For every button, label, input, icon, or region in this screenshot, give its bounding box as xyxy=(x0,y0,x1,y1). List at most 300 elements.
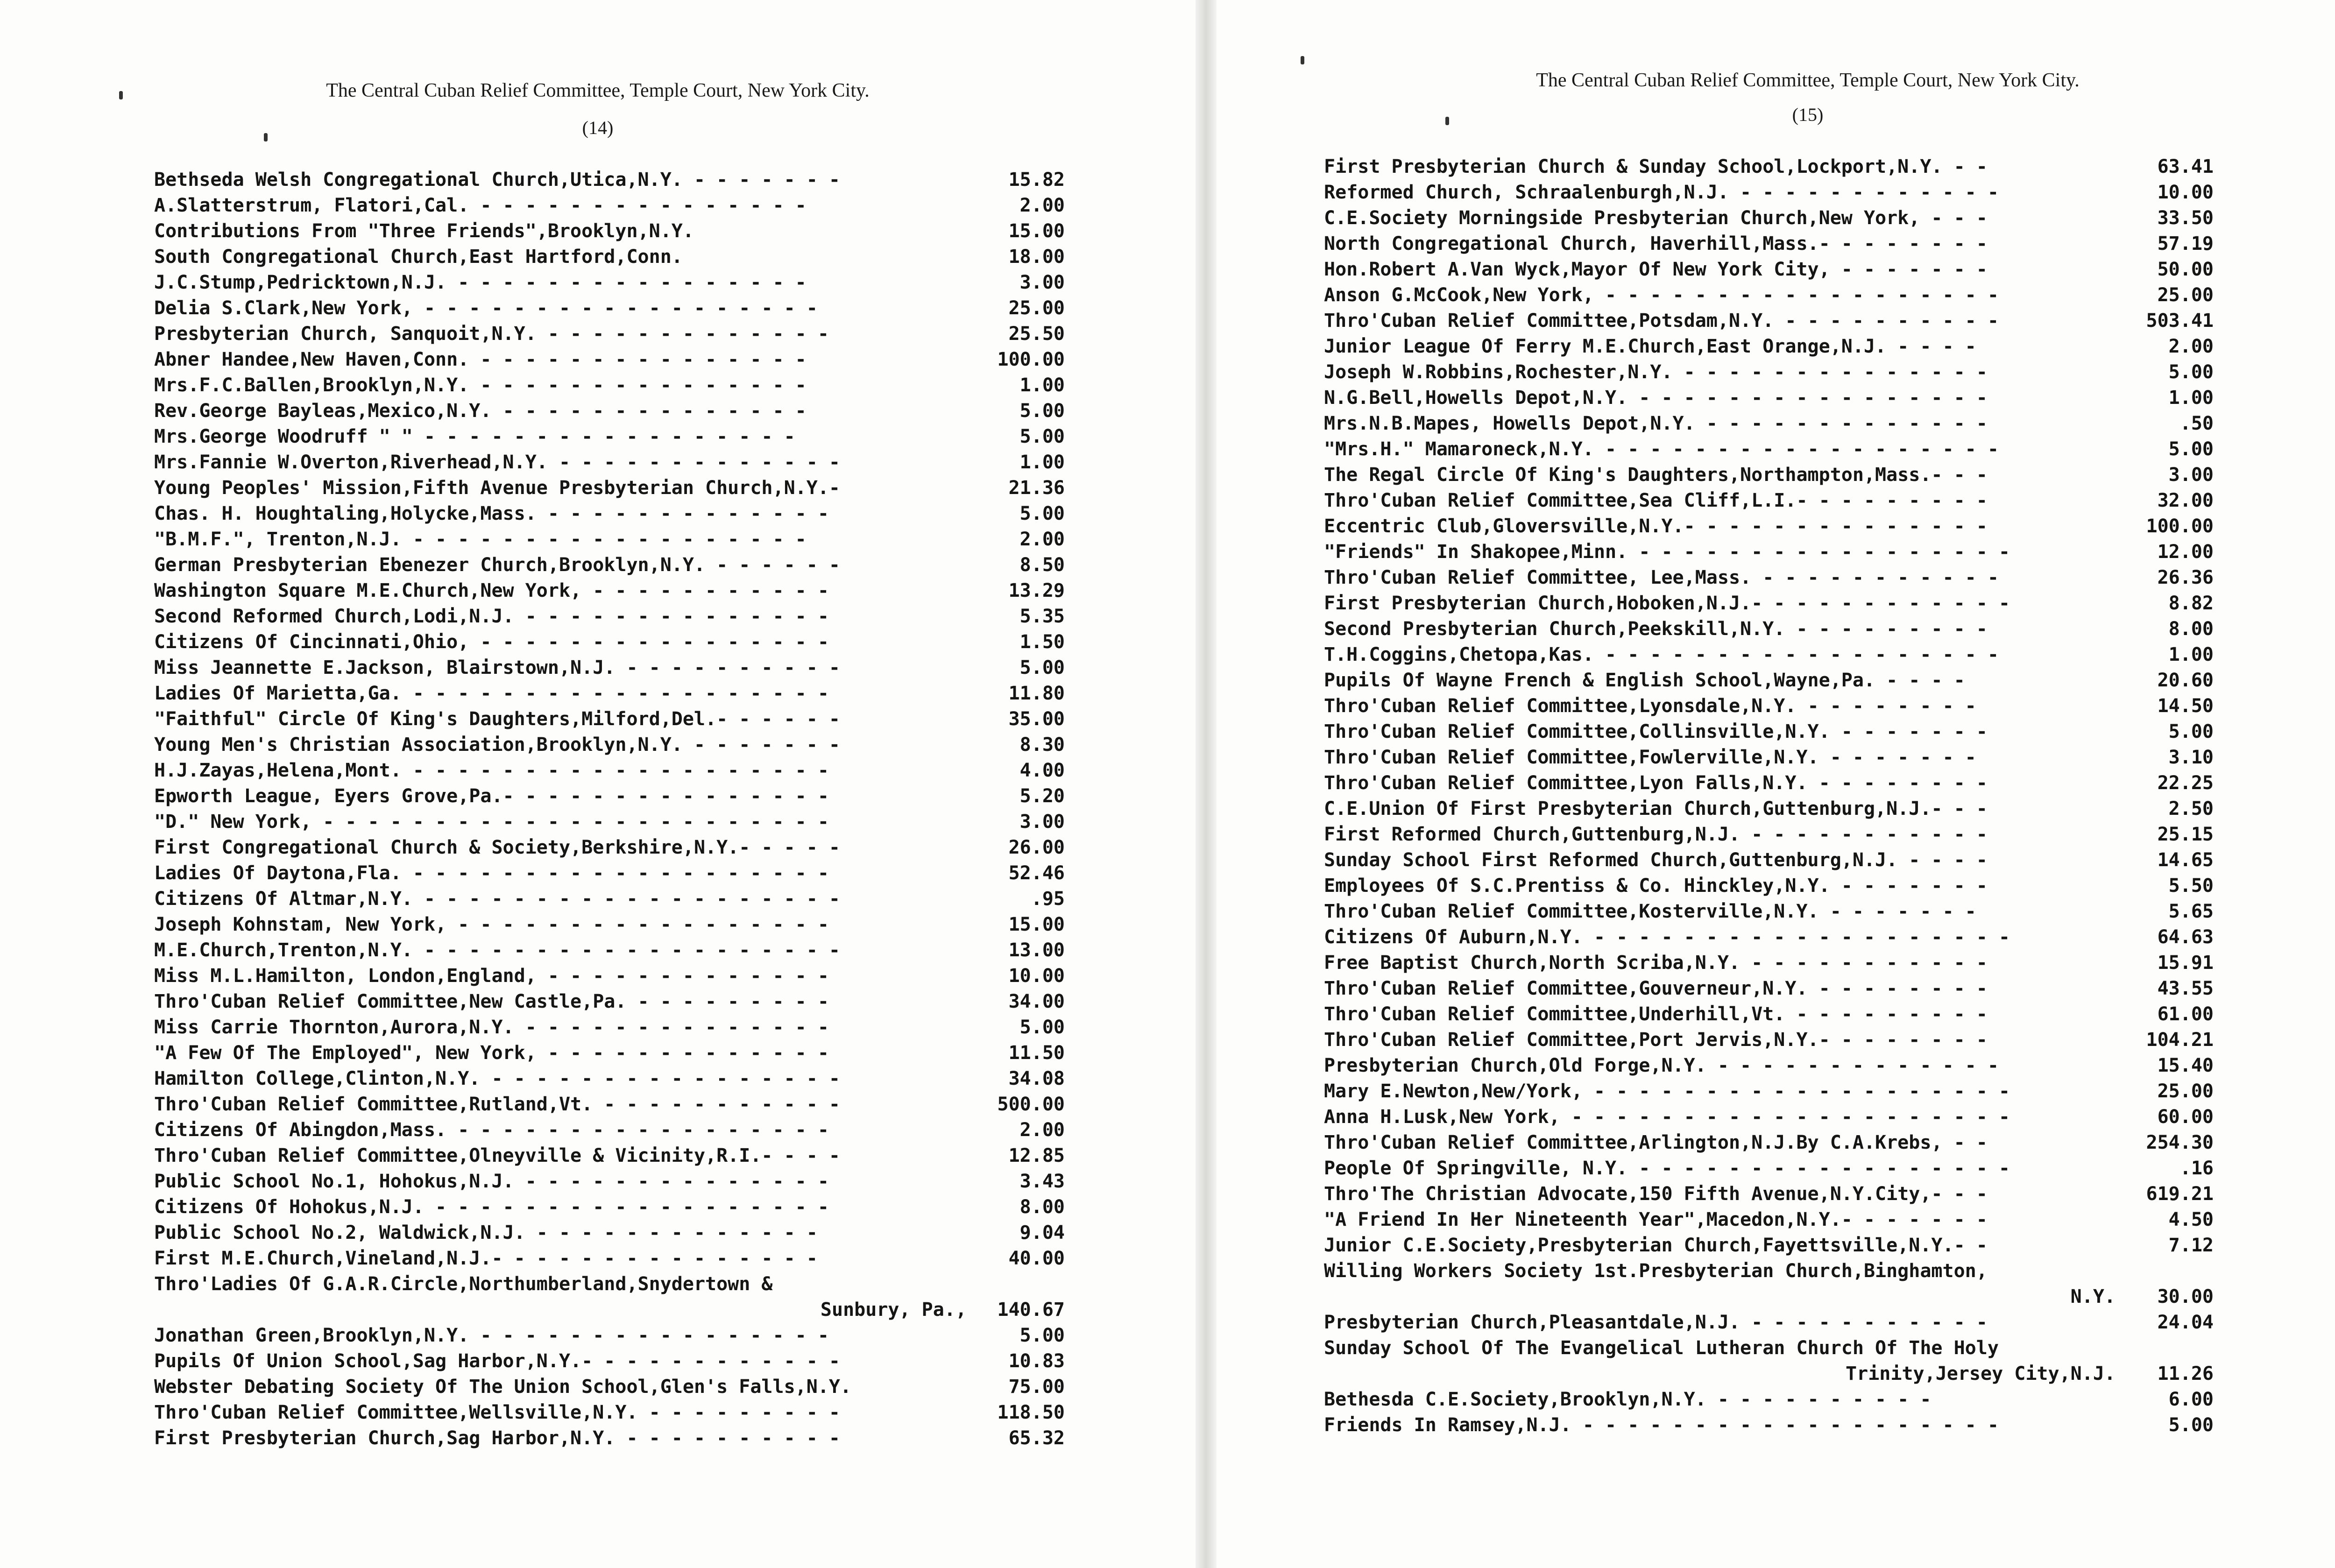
donation-amount: 2.50 xyxy=(2168,798,2214,819)
donor-name: Thro'Cuban Relief Committee,Potsdam,N.Y. - - - - - - - - - - xyxy=(1324,310,1999,332)
donation-entry xyxy=(154,501,1065,527)
donation-entry xyxy=(154,732,1065,758)
donation-amount: 30.00 xyxy=(2157,1286,2214,1307)
donation-entry xyxy=(1324,1258,2214,1310)
donation-amount: 13.29 xyxy=(1008,580,1065,601)
donation-entry xyxy=(1324,848,2214,873)
donation-amount: 2.00 xyxy=(1019,1119,1065,1141)
donor-name: Contributions From "Three Friends",Brooklyn,N.Y. xyxy=(154,220,694,242)
donation-amount: 8.00 xyxy=(2168,618,2214,640)
donor-name: Thro'Cuban Relief Committee,Arlington,N.J.By C.A.Krebs, - - xyxy=(1324,1132,1988,1153)
donation-entry xyxy=(1324,950,2214,976)
donation-amount: 40.00 xyxy=(1008,1248,1065,1269)
donor-name: "A Friend In Her Nineteenth Year",Macedon,N.Y.- - - - - - - xyxy=(1324,1209,1988,1230)
donation-entry xyxy=(1324,1079,2214,1104)
donor-name: Thro'Cuban Relief Committee,Collinsville,N.Y. - - - - - - - xyxy=(1324,721,1988,742)
donation-entry xyxy=(1324,770,2214,796)
donation-entry xyxy=(154,1194,1065,1220)
donation-amount: 100.00 xyxy=(997,349,1065,370)
donation-amount: .50 xyxy=(2179,413,2214,434)
donor-name: Presbyterian Church,Pleasantdale,N.J. - - - - - - - - - - - xyxy=(1324,1312,1988,1333)
donation-entry xyxy=(1324,873,2214,899)
donation-entry xyxy=(154,1092,1065,1117)
donation-entry xyxy=(154,167,1065,193)
donation-amount: 3.00 xyxy=(2168,464,2214,486)
donation-amount: 60.00 xyxy=(2157,1106,2214,1128)
donor-name: Junior C.E.Society,Presbyterian Church,Fayettsville,N.Y.- - xyxy=(1324,1235,1988,1256)
donation-entry xyxy=(154,1169,1065,1194)
donation-entry xyxy=(1324,1233,2214,1258)
donation-entry xyxy=(154,886,1065,912)
donation-entry xyxy=(154,809,1065,835)
donation-amount: 61.00 xyxy=(2157,1003,2214,1025)
donation-entry xyxy=(154,1015,1065,1040)
donor-name: Thro'Cuban Relief Committee,Lyon Falls,N.Y. - - - - - - - - xyxy=(1324,772,1988,794)
donor-name: Anna H.Lusk,New York, - - - - - - - - - - - - - - - - - - - - xyxy=(1324,1106,2010,1128)
donation-amount: 24.04 xyxy=(2157,1312,2214,1333)
donation-amount: 35.00 xyxy=(1008,708,1065,730)
donation-amount: 254.30 xyxy=(2146,1132,2214,1153)
donation-entry xyxy=(154,938,1065,963)
scan-speck xyxy=(1445,117,1449,125)
right-page xyxy=(1217,0,2335,1568)
donation-entry xyxy=(154,1066,1065,1092)
donation-amount: 11.80 xyxy=(1008,683,1065,704)
donation-entry xyxy=(1324,180,2214,205)
donation-entry xyxy=(1324,1104,2214,1130)
scan-speck xyxy=(119,91,123,99)
donation-entry xyxy=(154,655,1065,681)
donation-amount: 500.00 xyxy=(997,1094,1065,1115)
donation-amount: 3.00 xyxy=(1019,272,1065,293)
donor-name: Mrs.George Woodruff " " - - - - - - - - - - - - - - - - - xyxy=(154,426,795,447)
donation-entry xyxy=(154,1246,1065,1271)
donation-amount: 2.00 xyxy=(2168,336,2214,357)
donation-entry xyxy=(154,758,1065,784)
donor-name: Second Reformed Church,Lodi,N.J. - - - - - - - - - - - - - - xyxy=(154,606,829,627)
donation-amount: 8.82 xyxy=(2168,593,2214,614)
donation-entry xyxy=(1324,488,2214,514)
donation-amount: 5.00 xyxy=(1019,1325,1065,1346)
donation-entry xyxy=(1324,591,2214,616)
donor-name: "Friends" In Shakopee,Minn. - - - - - - - - - - - - - - - - - xyxy=(1324,541,2010,563)
donation-amount: 10.00 xyxy=(2157,182,2214,203)
donation-entry xyxy=(154,1400,1065,1426)
donation-amount: 15.40 xyxy=(2157,1055,2214,1076)
donation-entry xyxy=(154,1323,1065,1349)
donation-entry xyxy=(154,1040,1065,1066)
donation-amount: 5.00 xyxy=(1019,400,1065,422)
donation-entry xyxy=(154,270,1065,296)
donation-amount: 34.08 xyxy=(1008,1068,1065,1089)
donor-name: Thro'Cuban Relief Committee,Olneyville & Vicinity,R.I.- - - - xyxy=(154,1145,841,1166)
donation-entry xyxy=(154,989,1065,1015)
donation-amount: 5.50 xyxy=(2168,875,2214,897)
donation-amount: 15.91 xyxy=(2157,952,2214,974)
donation-amount: 13.00 xyxy=(1008,939,1065,961)
donor-name: First Congregational Church & Society,Berkshire,N.Y.- - - - - xyxy=(154,837,841,858)
donation-entry xyxy=(154,629,1065,655)
donation-entry xyxy=(1324,1207,2214,1233)
page-header: The Central Cuban Relief Committee, Temple Court, New York City. xyxy=(1536,70,2080,91)
donation-amount: 7.12 xyxy=(2168,1235,2214,1256)
donation-amount: 33.50 xyxy=(2157,207,2214,229)
donor-name: C.E.Union Of First Presbyterian Church,Guttenburg,N.J.- - - xyxy=(1324,798,1988,819)
donation-entry xyxy=(154,527,1065,552)
donation-entry xyxy=(154,321,1065,347)
donation-entry xyxy=(154,1271,1065,1323)
donor-name: Employees Of S.C.Prentiss & Co. Hinckley,N.Y. - - - - - - - xyxy=(1324,875,1988,897)
donation-amount: 5.65 xyxy=(2168,901,2214,922)
donor-name: Hon.Robert A.Van Wyck,Mayor Of New York City, - - - - - - - xyxy=(1324,259,1988,280)
donor-name: "D." New York, - - - - - - - - - - - - - - - - - - - - - - - xyxy=(154,811,829,833)
donor-name: M.E.Church,Trenton,N.Y. - - - - - - - - - - - - - - - - - - - xyxy=(154,939,841,961)
donation-entry xyxy=(154,219,1065,244)
donor-name: Thro'Cuban Relief Committee,Port Jervis,N.Y.- - - - - - - - xyxy=(1324,1029,1988,1051)
donation-entry xyxy=(1324,462,2214,488)
donor-name: South Congregational Church,East Hartford,Conn. xyxy=(154,246,683,268)
donation-entry xyxy=(154,296,1065,321)
donation-amount: 503.41 xyxy=(2146,310,2214,332)
donor-name: Joseph Kohnstam, New York, - - - - - - - - - - - - - - - - - xyxy=(154,914,829,935)
donation-amount: 118.50 xyxy=(997,1402,1065,1423)
scan-speck xyxy=(1301,56,1304,64)
donation-amount: 3.10 xyxy=(2168,747,2214,768)
donation-entry xyxy=(1324,283,2214,308)
donor-name: Thro'Cuban Relief Committee,Sea Cliff,L.I.- - - - - - - - - xyxy=(1324,490,1988,511)
donation-amount: 100.00 xyxy=(2146,516,2214,537)
donation-entry xyxy=(154,578,1065,604)
donation-entry xyxy=(1324,1002,2214,1027)
donor-name: Citizens Of Hohokus,N.J. - - - - - - - - - - - - - - - - - - xyxy=(154,1196,829,1218)
donation-amount: 57.19 xyxy=(2157,233,2214,254)
donor-name: First Presbyterian Church,Sag Harbor,N.Y. - - - - - - - - - - xyxy=(154,1427,841,1449)
donation-entry xyxy=(1324,796,2214,822)
donor-name: Citizens Of Altmar,N.Y. - - - - - - - - - - - - - - - - - - - xyxy=(154,888,841,910)
donation-entry xyxy=(154,1117,1065,1143)
donation-amount: 5.00 xyxy=(2168,1414,2214,1436)
donation-amount: 21.36 xyxy=(1008,477,1065,499)
donation-entry xyxy=(1324,1130,2214,1156)
donation-entry xyxy=(154,1349,1065,1374)
donor-name: Presbyterian Church, Sanquoit,N.Y. - - - - - - - - - - - - - xyxy=(154,323,829,345)
donation-entry xyxy=(1324,1027,2214,1053)
donation-amount: 25.00 xyxy=(1008,297,1065,319)
donation-entry xyxy=(154,450,1065,475)
donation-amount: 65.32 xyxy=(1008,1427,1065,1449)
donor-name: Epworth League, Eyers Grove,Pa.- - - - - - - - - - - - - - - xyxy=(154,785,829,807)
donation-entry xyxy=(1324,1181,2214,1207)
donation-entry xyxy=(1324,822,2214,848)
donation-amount: 26.00 xyxy=(1008,837,1065,858)
donation-entry xyxy=(1324,514,2214,539)
donation-amount: 15.00 xyxy=(1008,914,1065,935)
donor-name-continuation: Trinity,Jersey City,N.J. xyxy=(1846,1363,2116,1384)
donor-name: Thro'Cuban Relief Committee,Underhill,Vt. - - - - - - - - - xyxy=(1324,1003,1988,1025)
donor-name: Public School No.1, Hohokus,N.J. - - - - - - - - - - - - - - xyxy=(154,1171,829,1192)
donor-name-continuation: N.Y. xyxy=(2070,1286,2116,1307)
donor-name-continuation: Sunbury, Pa., xyxy=(820,1299,967,1321)
donation-entry xyxy=(154,244,1065,270)
donation-amount: 9.04 xyxy=(1019,1222,1065,1243)
donation-amount: 8.00 xyxy=(1019,1196,1065,1218)
donation-amount: .95 xyxy=(1031,888,1065,910)
donor-name: Mrs.Fannie W.Overton,Riverhead,N.Y. - - - - - - - - - - - - - xyxy=(154,452,841,473)
donor-name: Citizens Of Abingdon,Mass. - - - - - - - - - - - - - - - - - xyxy=(154,1119,829,1141)
donation-amount: 5.35 xyxy=(1019,606,1065,627)
donor-name: First Reformed Church,Guttenburg,N.J. - - - - - - - - - - - xyxy=(1324,824,1988,845)
donor-name: First M.E.Church,Vineland,N.J.- - - - - - - - - - - - - - - xyxy=(154,1248,818,1269)
donation-amount: 11.26 xyxy=(2157,1363,2214,1384)
donation-amount: 25.00 xyxy=(2157,1081,2214,1102)
donation-amount: 25.50 xyxy=(1008,323,1065,345)
donation-entry xyxy=(1324,437,2214,462)
donor-name: Webster Debating Society Of The Union School,Glen's Falls,N.Y. xyxy=(154,1376,852,1398)
donation-entry xyxy=(154,552,1065,578)
donor-name: Bethseda Welsh Congregational Church,Utica,N.Y. - - - - - - - xyxy=(154,169,841,191)
donation-entry xyxy=(1324,360,2214,385)
donation-entry xyxy=(154,963,1065,989)
donation-entry xyxy=(154,424,1065,450)
donor-name: "A Few Of The Employed", New York, - - - - - - - - - - - - - xyxy=(154,1042,829,1064)
donor-name: Joseph W.Robbins,Rochester,N.Y. - - - - - - - - - - - - - - xyxy=(1324,361,1988,383)
donation-entry xyxy=(154,706,1065,732)
donation-amount: 64.63 xyxy=(2157,926,2214,948)
donation-amount: 619.21 xyxy=(2146,1183,2214,1205)
donor-name: Junior League Of Ferry M.E.Church,East Orange,N.J. - - - - xyxy=(1324,336,1976,357)
donation-amount: 25.15 xyxy=(2157,824,2214,845)
donation-amount: 52.46 xyxy=(1008,862,1065,884)
donation-entry xyxy=(1324,154,2214,180)
donation-amount: 1.00 xyxy=(1019,452,1065,473)
donor-name: "Mrs.H." Mamaroneck,N.Y. - - - - - - - - - - - - - - - - - - xyxy=(1324,438,1999,460)
binding-gutter xyxy=(1196,0,1217,1568)
donation-amount: 43.55 xyxy=(2157,978,2214,999)
donation-amount: 5.00 xyxy=(2168,721,2214,742)
donor-name: Presbyterian Church,Old Forge,N.Y. - - - - - - - - - - - - - xyxy=(1324,1055,1999,1076)
donor-name: Anson G.McCook,New York, - - - - - - - - - - - - - - - - - - xyxy=(1324,284,1999,306)
donation-amount: 12.00 xyxy=(2157,541,2214,563)
donor-name: Mrs.N.B.Mapes, Howells Depot,N.Y. - - - - - - - - - - - - - xyxy=(1324,413,1988,434)
donation-amount: 12.85 xyxy=(1008,1145,1065,1166)
donation-entry xyxy=(154,398,1065,424)
donor-name: Thro'Cuban Relief Committee,Rutland,Vt. - - - - - - - - - - - xyxy=(154,1094,841,1115)
donation-amount: 2.00 xyxy=(1019,195,1065,216)
donation-entry xyxy=(1324,642,2214,668)
donation-entry xyxy=(1324,231,2214,257)
donation-amount: 5.00 xyxy=(1019,426,1065,447)
donation-entry xyxy=(154,347,1065,373)
donor-name: Miss M.L.Hamilton, London,England, - - - - - - - - - - - - - xyxy=(154,965,829,987)
donation-amount: 5.00 xyxy=(2168,438,2214,460)
scan-speck xyxy=(264,133,268,141)
donation-entry xyxy=(1324,616,2214,642)
donation-entry xyxy=(1324,899,2214,925)
donor-name: N.G.Bell,Howells Depot,N.Y. - - - - - - - - - - - - - - - - xyxy=(1324,387,1988,409)
donation-amount: 1.00 xyxy=(2168,644,2214,665)
donation-entry xyxy=(1324,411,2214,437)
donation-amount: 1.00 xyxy=(1019,374,1065,396)
donation-amount: 26.36 xyxy=(2157,567,2214,588)
donor-name: H.J.Zayas,Helena,Mont. - - - - - - - - - - - - - - - - - - - xyxy=(154,760,829,781)
donation-amount: 32.00 xyxy=(2157,490,2214,511)
donation-amount: 5.00 xyxy=(1019,503,1065,524)
donation-entry xyxy=(154,1426,1065,1451)
donor-name: Citizens Of Cincinnati,Ohio, - - - - - - - - - - - - - - - - xyxy=(154,631,829,653)
donor-name: Rev.George Bayleas,Mexico,N.Y. - - - - - - - - - - - - - - xyxy=(154,400,807,422)
donation-entry xyxy=(1324,668,2214,693)
donor-name: Washington Square M.E.Church,New York, - - - - - - - - - - - xyxy=(154,580,829,601)
donor-name: Public School No.2, Waldwick,N.J. - - - - - - - - - - - - - xyxy=(154,1222,818,1243)
donation-amount: 6.00 xyxy=(2168,1389,2214,1410)
donation-amount: .16 xyxy=(2179,1158,2214,1179)
donor-name: Delia S.Clark,New York, - - - - - - - - - - - - - - - - - - xyxy=(154,297,818,319)
donation-entry xyxy=(1324,693,2214,719)
donation-entry xyxy=(154,784,1065,809)
donation-entry xyxy=(1324,1053,2214,1079)
donor-name: First Presbyterian Church & Sunday School,Lockport,N.Y. - - xyxy=(1324,156,1988,177)
donor-name: People Of Springville, N.Y. - - - - - - - - - - - - - - - - - xyxy=(1324,1158,2010,1179)
donation-entry xyxy=(1324,745,2214,770)
donor-name: Thro'Cuban Relief Committee,Wellsville,N.Y. - - - - - - - - - xyxy=(154,1402,841,1423)
donor-name: Thro'Cuban Relief Committee,Gouverneur,N.Y. - - - - - - - - xyxy=(1324,978,1988,999)
donation-amount: 14.65 xyxy=(2157,849,2214,871)
donation-amount: 15.82 xyxy=(1008,169,1065,191)
donor-name: Young Peoples' Mission,Fifth Avenue Presbyterian Church,N.Y.- xyxy=(154,477,841,499)
donor-name: Thro'Cuban Relief Committee, Lee,Mass. - - - - - - - - - - - xyxy=(1324,567,1999,588)
donation-entry xyxy=(154,1143,1065,1169)
donor-name: North Congregational Church, Haverhill,Mass.- - - - - - - - xyxy=(1324,233,1988,254)
donation-entry xyxy=(1324,1387,2214,1413)
donor-name: T.H.Coggins,Chetopa,Kas. - - - - - - - - - - - - - - - - - - xyxy=(1324,644,1999,665)
donation-amount: 5.00 xyxy=(1019,657,1065,678)
donation-amount: 18.00 xyxy=(1008,246,1065,268)
donor-name: Thro'Cuban Relief Committee,New Castle,Pa. - - - - - - - - - xyxy=(154,991,829,1012)
donation-amount: 75.00 xyxy=(1008,1376,1065,1398)
donation-amount: 10.00 xyxy=(1008,965,1065,987)
donation-amount: 140.67 xyxy=(997,1299,1065,1321)
donor-name: Willing Workers Society 1st.Presbyterian Church,Binghamton, xyxy=(1324,1260,1988,1282)
donor-name: Free Baptist Church,North Scriba,N.Y. - - - - - - - - - - - xyxy=(1324,952,1988,974)
donation-amount: 4.00 xyxy=(1019,760,1065,781)
donation-amount: 1.00 xyxy=(2168,387,2214,409)
donor-name: Ladies Of Marietta,Ga. - - - - - - - - - - - - - - - - - - - xyxy=(154,683,829,704)
donation-entry xyxy=(1324,334,2214,360)
donation-entry xyxy=(154,835,1065,861)
donation-entry xyxy=(1324,539,2214,565)
donor-name: Mary E.Newton,New/York, - - - - - - - - - - - - - - - - - - - xyxy=(1324,1081,2010,1102)
donation-amount: 10.83 xyxy=(1008,1350,1065,1372)
donation-entry xyxy=(154,912,1065,938)
donation-amount: 25.00 xyxy=(2157,284,2214,306)
donor-name: Thro'The Christian Advocate,150 Fifth Avenue,N.Y.City,- - - xyxy=(1324,1183,1988,1205)
donation-amount: 1.50 xyxy=(1019,631,1065,653)
donor-name: First Presbyterian Church,Hoboken,N.J.- - - - - - - - - - - - xyxy=(1324,593,2010,614)
donor-name: Miss Jeannette E.Jackson, Blairstown,N.J. - - - - - - - - - - xyxy=(154,657,841,678)
donor-name: "B.M.F.", Trenton,N.J. - - - - - - - - - - - - - - - - - - xyxy=(154,529,807,550)
donation-entry xyxy=(1324,925,2214,950)
donation-amount: 22.25 xyxy=(2157,772,2214,794)
donation-entry xyxy=(154,1220,1065,1246)
donor-name: Sunday School Of The Evangelical Lutheran Church Of The Holy xyxy=(1324,1337,1999,1359)
donor-name: Thro'Cuban Relief Committee,Lyonsdale,N.Y. - - - - - - - - xyxy=(1324,695,1976,717)
donor-name: Thro'Ladies Of G.A.R.Circle,Northumberland,Snydertown & xyxy=(154,1273,773,1295)
donation-amount: 5.00 xyxy=(2168,361,2214,383)
donor-name: The Regal Circle Of King's Daughters,Northampton,Mass.- - - xyxy=(1324,464,1988,486)
donation-entry xyxy=(1324,976,2214,1002)
donor-name: Abner Handee,New Haven,Conn. - - - - - - - - - - - - - - - xyxy=(154,349,807,370)
donor-name: Miss Carrie Thornton,Aurora,N.Y. - - - - - - - - - - - - - - xyxy=(154,1017,829,1038)
donation-amount: 20.60 xyxy=(2157,670,2214,691)
donation-amount: 63.41 xyxy=(2157,156,2214,177)
donation-amount: 8.30 xyxy=(1019,734,1065,756)
donation-amount: 3.43 xyxy=(1019,1171,1065,1192)
donor-name: C.E.Society Morningside Presbyterian Church,New York, - - - xyxy=(1324,207,1988,229)
donor-name: Sunday School First Reformed Church,Guttenburg,N.J. - - - - xyxy=(1324,849,1988,871)
donation-amount: 4.50 xyxy=(2168,1209,2214,1230)
donation-amount: 5.20 xyxy=(1019,785,1065,807)
donation-amount: 34.00 xyxy=(1008,991,1065,1012)
donor-name: Pupils Of Wayne French & English School,Wayne,Pa. - - - - xyxy=(1324,670,1965,691)
donor-name: A.Slatterstrum, Flatori,Cal. - - - - - - - - - - - - - - - xyxy=(154,195,807,216)
donor-name: Young Men's Christian Association,Brooklyn,N.Y. - - - - - - - xyxy=(154,734,841,756)
donation-amount: 15.00 xyxy=(1008,220,1065,242)
donation-entry xyxy=(154,1374,1065,1400)
donation-amount: 8.50 xyxy=(1019,554,1065,576)
donation-amount: 2.00 xyxy=(1019,529,1065,550)
donation-entry xyxy=(1324,257,2214,283)
donation-entry xyxy=(1324,719,2214,745)
donation-entry xyxy=(1324,1156,2214,1181)
donor-name: Jonathan Green,Brooklyn,N.Y. - - - - - - - - - - - - - - - - xyxy=(154,1325,829,1346)
donation-list xyxy=(1324,154,2214,1438)
donation-entry xyxy=(1324,205,2214,231)
donation-amount: 5.00 xyxy=(1019,1017,1065,1038)
donor-name: Chas. H. Houghtaling,Holycke,Mass. - - - - - - - - - - - - - xyxy=(154,503,829,524)
donation-entry xyxy=(1324,308,2214,334)
donor-name: Thro'Cuban Relief Committee,Kosterville,N.Y. - - - - - - - xyxy=(1324,901,1976,922)
donor-name: Reformed Church, Schraalenburgh,N.J. - - - - - - - - - - - - xyxy=(1324,182,1999,203)
donation-entry xyxy=(1324,1413,2214,1438)
donation-entry xyxy=(1324,1335,2214,1387)
donation-entry xyxy=(1324,1310,2214,1335)
donor-name: Bethesda C.E.Society,Brooklyn,N.Y. - - - - - - - - - - xyxy=(1324,1389,1932,1410)
page-number: (15) xyxy=(1792,104,1824,125)
donation-amount: 14.50 xyxy=(2157,695,2214,717)
donor-name: Thro'Cuban Relief Committee,Fowlerville,N.Y. - - - - - - - xyxy=(1324,747,1976,768)
donation-amount: 104.21 xyxy=(2146,1029,2214,1051)
donation-entry xyxy=(154,475,1065,501)
donation-entry xyxy=(154,193,1065,219)
page-header: The Central Cuban Relief Committee, Temple Court, New York City. xyxy=(326,80,870,101)
donor-name: "Faithful" Circle Of King's Daughters,Milford,Del.- - - - - - xyxy=(154,708,841,730)
donation-list xyxy=(154,167,1065,1451)
donor-name: Citizens Of Auburn,N.Y. - - - - - - - - - - - - - - - - - - - xyxy=(1324,926,2010,948)
donor-name: Ladies Of Daytona,Fla. - - - - - - - - - - - - - - - - - - - xyxy=(154,862,829,884)
donation-entry xyxy=(154,681,1065,706)
donor-name: J.C.Stump,Pedricktown,N.J. - - - - - - - - - - - - - - - - xyxy=(154,272,807,293)
donation-amount: 3.00 xyxy=(1019,811,1065,833)
donation-entry xyxy=(1324,565,2214,591)
page-number: (14) xyxy=(582,117,614,138)
donation-entry xyxy=(154,604,1065,629)
donation-amount: 50.00 xyxy=(2157,259,2214,280)
donor-name: Second Presbyterian Church,Peekskill,N.Y. - - - - - - - - - xyxy=(1324,618,1988,640)
donor-name: Eccentric Club,Gloversville,N.Y.- - - - - - - - - - - - - - xyxy=(1324,516,1988,537)
donation-amount: 11.50 xyxy=(1008,1042,1065,1064)
donor-name: Mrs.F.C.Ballen,Brooklyn,N.Y. - - - - - - - - - - - - - - - xyxy=(154,374,807,396)
donor-name: German Presbyterian Ebenezer Church,Brooklyn,N.Y. - - - - - - xyxy=(154,554,841,576)
